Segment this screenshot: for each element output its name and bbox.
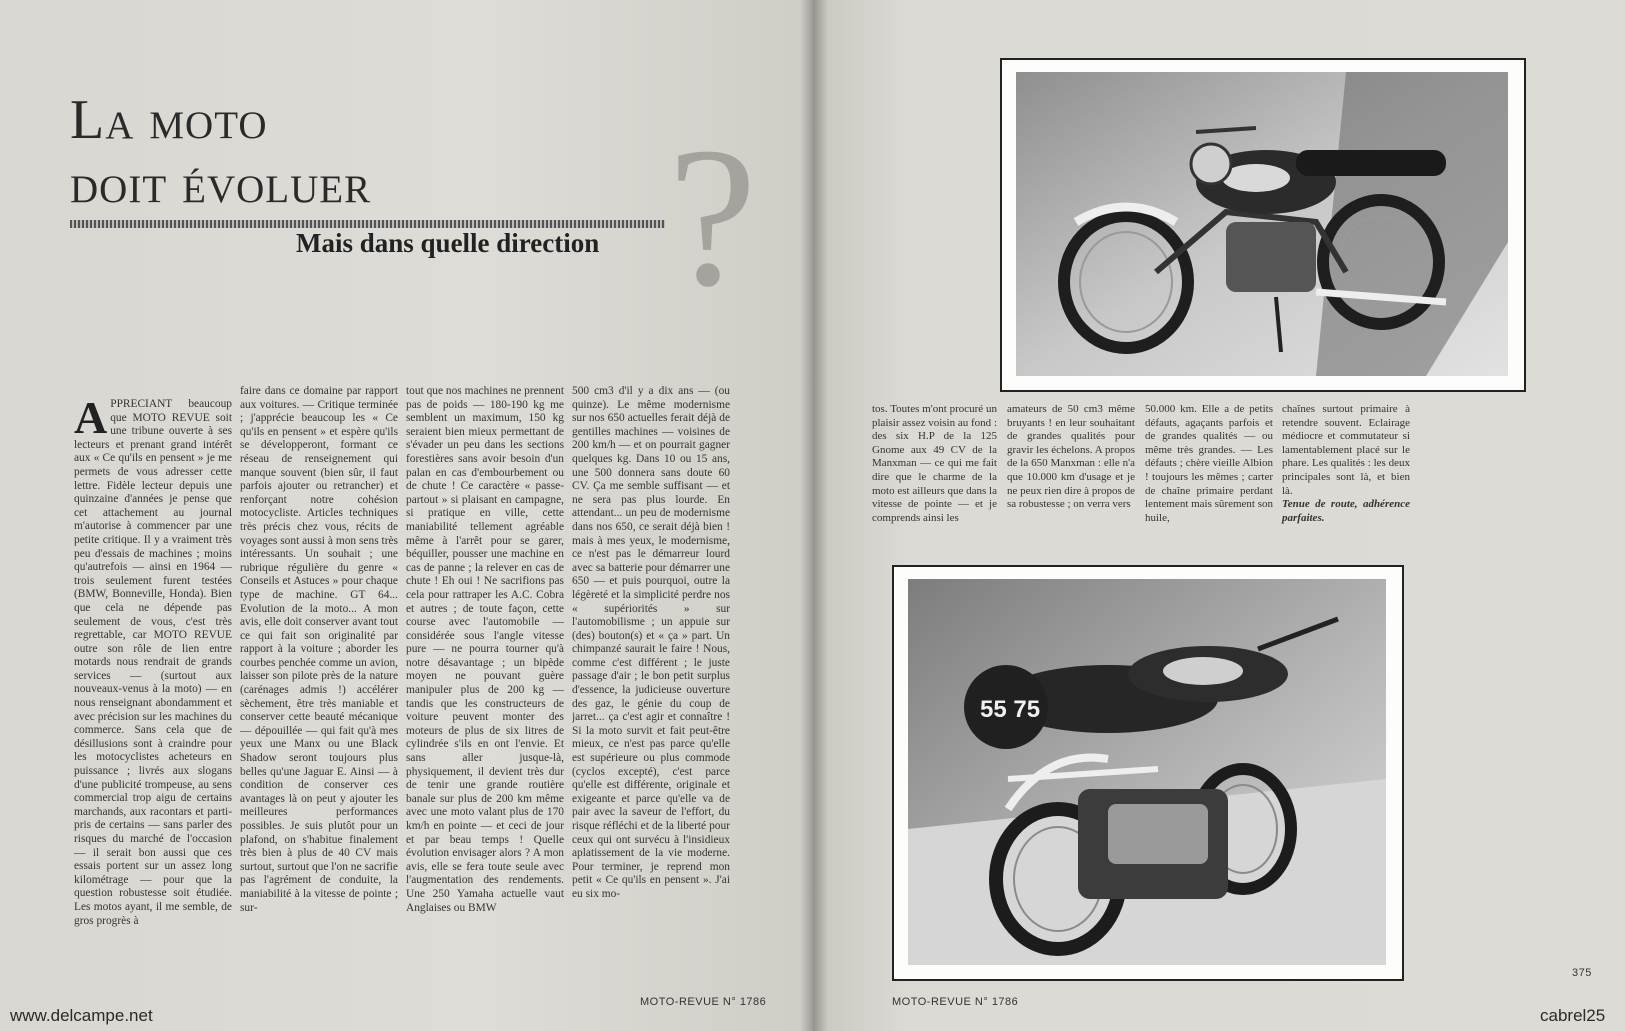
right-footer: MOTO-REVUE N° 1786 <box>892 996 1019 1008</box>
title-rule-divider <box>70 220 665 228</box>
page-gutter <box>800 0 828 1031</box>
column-text: 50.000 km. Elle a de petits défauts, agaçants parfois et de grandes qualités — ou même très grandes. — Les défauts ; chère vieille Albion ! toujours les mêmes ; carter de chaîne primaire perdant lentement mais sûrement son huile, <box>1145 403 1273 524</box>
column-text: tout que nos machines ne prennent pas de poids — 180-190 kg me semblent un maximum, 150 kg seraient bien mieux permettant de s'évader un peu dans les sections forestières sans avoir besoin d'un palan en cas d'embourbement ou de chute ! Ce caractère « passe-partout » si plaisant en campagne, si pratique en ville, cette maniabilité tellement agréable même à l'arrêt pour se garer, béquiller, pousser une machine en cas de panne ; la relever en cas de chute ! Eh oui ! Ne sacrifions pas cela pour rattraper les A.C. Cobra et autres ; de toute façon, cette course avec l'automobile — considérée sous l'angle vitesse pure — ne pourra tourner qu'à notre désavantage ; un bipède moyen ne pouvant guère manipuler plus de 200 kg — tandis que les constructeurs de voiture peuvent monter des moteurs de plus de six litres de cylindrée s'ils en ont l'envie. Et sans aller jusque-là, physiquement, il devient très dur de tenir une grande routière banale sur plus de 200 km même avec une moto valant plus de 170 km/h en pointe — et ceci de jour et par beau temps ! Quelle évolution envisager alors ? A mon avis, elle se fera toute seule avec l'augmentation des rendements. Une 250 Yamaha actuelle vaut Anglaises ou BMW <box>406 385 564 914</box>
right-text-column-2 <box>1007 403 1135 512</box>
motorcycle-photo-top <box>1000 58 1526 392</box>
column-text: amateurs de 50 cm3 même bruyants ! en leur souhaitant de grandes qualités pour gravir les échelons. A propos de la 650 Manxman : elle n'a que 10.000 km d'usage et je ne peux rien dire à propos de sa robustesse ; on verra vers <box>1007 403 1135 511</box>
right-page <box>812 0 1625 1031</box>
text-column-3 <box>406 385 564 988</box>
page-number: 375 <box>1572 967 1592 979</box>
column-text: tos. Toutes m'ont procuré un plaisir assez voisin au fond : des six H.P de la 125 Gnome aux 49 CV de la Manxman — ce qui me fait dire que le charme de la moto est ailleurs que dans la vitesse de pointe — et je comprends ainsi les <box>872 403 997 524</box>
motorcycle-top-illustration <box>1016 72 1508 376</box>
letter-signoff: Tenue de route, adhérence parfaites. <box>1282 498 1410 524</box>
text-column-1 <box>74 398 232 988</box>
column-text: faire dans ce domaine par rapport aux voitures. — Critique terminée ; j'apprécie beaucoup les « Ce qu'ils en pensent » et espère qu'ils se développeront, formant ce réseau de renseignement qui manque souvent (bien sûr, il faut parfois ajouter ou retrancher) et renforçant notre cohésion motocycliste. Articles techniques très précis chez vous, récits de voyages sont aussi à mon sens très intéressants. Un souhait ; une rubrique régulière du genre « Conseils et Astuces » pour chaque type de machine. GT 64... Evolution de la moto... A mon avis, elle doit conserver avant tout ce qui fait son originalité par rapport à la voiture ; aborder les courbes penchée comme un avion, laisser son pilote près de la nature (carénages admis !) accélérer sèchement, être très maniable et conserver cette beauté mécanique — dépouillée — qui fait qu'à mes yeux une Manx ou une Black Shadow seront toujours plus belles qu'une Jaguar E. Ainsi — à condition de conserver ces avantages là on peut y ajouter les meilleures performances possibles. Je suis plutôt pour un plafond, on s'habitue finalement très bien à plus de 40 CV mais surtout, surtout que l'on ne sacrifie pas l'agrément de conduite, la maniabilité à la vitesse de pointe ; sur- <box>240 385 398 914</box>
text-column-2 <box>240 385 398 988</box>
right-text-column-3 <box>1145 403 1273 525</box>
text-column-4 <box>572 385 730 988</box>
left-footer: MOTO-REVUE N° 1786 <box>640 996 767 1008</box>
column-text: 500 cm3 d'il y a dix ans — (ou quinze). Le même modernisme sur nos 650 actuelles ferait déjà de gentilles machines — voisines de 200 km/h — et on pourrait gagner quelques kg. Dans 10 ou 15 ans, une 500 donnera sans doute 60 CV. Ça me semble suffisant — et ne sera pas plus lourde. En attendant... un peu de modernisme dans nos 650, ce serait déjà bien ! mais à mes yeux, le modernisme, ce n'est pas le démarreur lourd avec sa batterie pour démarrer une 650 — et puis pourquoi, outre la légèreté et la simplicité perdre nos « supériorités » sur l'automobilisme ; un appuie sur (des) bouton(s) et « ça » part. Un chimpanzé saurait le faire ! Nous, comme c'est différent ; le juste passage d'air ; le bon petit surplus d'essence, la judicieuse ouverture des gaz, le génie du coup de jarret... ça c'est agir et connaître ! Si la moto survit et fait peut-être mieux, ce n'est pas parce qu'elle est supérieure ou plus commode (cyclos excepté), c'est parce qu'elle est différente, originale et exigeante et parce qu'elle va de pair avec la saveur de l'effort, du risque réfléchi et de la liberté pour ceux qui ont survécu à l'insidieux aplatissement de la vie moderne. Pour terminer, je reprend mon petit « Ce qu'ils en pensent ». J'ai eu six mo- <box>572 385 730 900</box>
photo-image <box>908 579 1388 967</box>
article-title <box>70 88 371 216</box>
race-plate-number: 55 75 <box>980 696 1041 723</box>
right-text-column-4 <box>1282 403 1410 525</box>
left-page <box>0 0 812 1031</box>
article-subtitle: Mais dans quelle direction <box>296 228 600 258</box>
right-text-column-1 <box>872 403 997 525</box>
motorcycle-bottom-illustration <box>908 579 1386 965</box>
question-mark-ornament: ? <box>668 107 757 328</box>
title-line-2: doit évoluer <box>70 153 372 215</box>
column-text: PPRECIANT beaucoup que MOTO REVUE soit une tribune ouverte à ses lecteurs et prenant grand intérêt aux « Ce qu'ils en pensent » je me permets de vous adresser cette lettre. Fidèle lecteur depuis une quinzaine d'années je pense que cet attachement au journal m'autorise à commencer par une petite critique. Il y a vraiment très peu d'essais de machines ; moins qu'autrefois — ainsi en 1964 — trois seulement furent testées (BMW, Bonneville, Honda). Bien que cela ne dépende pas seulement de vous, c'est très regrettable, car MOTO REVUE outre son rôle de lien entre motards nous rendrait de grands services — (surtout aux nouveaux-venus à la moto) — en nous renseignant abondamment et avec précision sur les machines du commerce. Sans cela que de désillusions sont à craindre pour les motocyclistes acheteurs en puissance ; livrés aux slogans d'une publicité trompeuse, au sens commercial trop aigu de certains marchands, aux racontars et parti-pris de certains — sans parler des risques du marché de l'occasion — il serait bon aussi que ces essais portent sur un assez long kilométrage — pour que la question robustesse soit étudiée. Les motos ayant, il me semble, de gros progrès à <box>74 398 232 927</box>
watermark-left: www.delcampe.net <box>10 1006 153 1025</box>
column-text: chaînes surtout primaire à retendre souvent. Eclairage médiocre et commutateur si lamentablement placé sur le phare. Les qualités : les deux principales sont là, et bien là. <box>1282 403 1410 497</box>
title-line-1: La moto <box>70 89 268 151</box>
motorcycle-photo-bottom <box>892 565 1404 981</box>
photo-image <box>1016 72 1510 378</box>
drop-cap: A <box>74 398 108 443</box>
watermark-right: cabrel25 <box>1540 1006 1606 1025</box>
